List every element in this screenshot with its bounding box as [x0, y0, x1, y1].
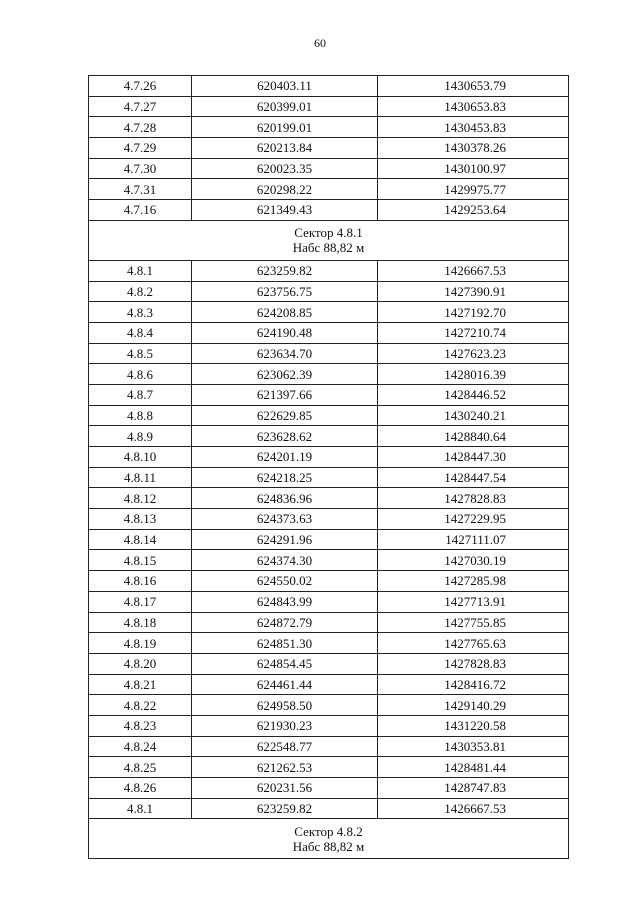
- sector-height: Набс 88,82 м: [292, 240, 365, 256]
- point-number-cell: 4.8.3: [89, 302, 192, 323]
- table-row: [89, 653, 569, 674]
- point-number-cell: 4.8.22: [89, 695, 192, 716]
- y-coordinate-cell: 1429253.64: [378, 200, 569, 221]
- y-coordinate-cell: 1427111.07: [378, 529, 569, 550]
- x-coordinate-cell: 620231.56: [192, 778, 378, 799]
- point-number-cell: 4.8.23: [89, 715, 192, 736]
- table-row: [89, 384, 569, 405]
- x-coordinate-cell: 624550.02: [192, 571, 378, 592]
- x-coordinate-cell: 623259.82: [192, 260, 378, 281]
- y-coordinate-cell: 1430453.83: [378, 117, 569, 138]
- point-number-cell: 4.8.26: [89, 778, 192, 799]
- y-coordinate-cell: 1427192.70: [378, 302, 569, 323]
- y-coordinate-cell: 1427390.91: [378, 281, 569, 302]
- point-number-cell: 4.8.5: [89, 343, 192, 364]
- y-coordinate-cell: 1428447.30: [378, 447, 569, 468]
- point-number-cell: 4.8.11: [89, 467, 192, 488]
- x-coordinate-cell: 623628.62: [192, 426, 378, 447]
- point-number-cell: 4.8.6: [89, 364, 192, 385]
- sector-header-row: [89, 220, 569, 260]
- point-number-cell: 4.8.13: [89, 509, 192, 530]
- table-row: [89, 281, 569, 302]
- table-row: [89, 447, 569, 468]
- point-number-cell: 4.8.18: [89, 612, 192, 633]
- y-coordinate-cell: 1427755.85: [378, 612, 569, 633]
- table-row: [89, 509, 569, 530]
- sector-header-cell: [89, 220, 569, 260]
- table-row: [89, 426, 569, 447]
- table-row: [89, 96, 569, 117]
- x-coordinate-cell: 624201.19: [192, 447, 378, 468]
- x-coordinate-cell: 620403.11: [192, 76, 378, 97]
- point-number-cell: 4.8.1: [89, 798, 192, 819]
- sector-title: Сектор 4.8.2: [294, 823, 363, 839]
- x-coordinate-cell: 624854.45: [192, 653, 378, 674]
- table-row: [89, 571, 569, 592]
- x-coordinate-cell: 624208.85: [192, 302, 378, 323]
- y-coordinate-cell: 1428481.44: [378, 757, 569, 778]
- coordinates-table: [88, 75, 569, 859]
- x-coordinate-cell: 621262.53: [192, 757, 378, 778]
- y-coordinate-cell: 1427828.83: [378, 653, 569, 674]
- table-row: [89, 158, 569, 179]
- x-coordinate-cell: 624291.96: [192, 529, 378, 550]
- y-coordinate-cell: 1427713.91: [378, 591, 569, 612]
- table-row: [89, 302, 569, 323]
- table-row: [89, 591, 569, 612]
- point-number-cell: 4.8.17: [89, 591, 192, 612]
- sector-title: Сектор 4.8.1: [294, 225, 363, 241]
- table-row: [89, 76, 569, 97]
- sector-height: Набс 88,82 м: [292, 838, 365, 854]
- x-coordinate-cell: 621930.23: [192, 715, 378, 736]
- table-row: [89, 736, 569, 757]
- x-coordinate-cell: 623634.70: [192, 343, 378, 364]
- x-coordinate-cell: 624843.99: [192, 591, 378, 612]
- y-coordinate-cell: 1429975.77: [378, 179, 569, 200]
- point-number-cell: 4.7.26: [89, 76, 192, 97]
- point-number-cell: 4.8.10: [89, 447, 192, 468]
- table-row: [89, 715, 569, 736]
- point-number-cell: 4.8.7: [89, 384, 192, 405]
- x-coordinate-cell: 621397.66: [192, 384, 378, 405]
- point-number-cell: 4.8.21: [89, 674, 192, 695]
- x-coordinate-cell: 624851.30: [192, 633, 378, 654]
- table-row: [89, 757, 569, 778]
- x-coordinate-cell: 620213.84: [192, 138, 378, 159]
- x-coordinate-cell: 624373.63: [192, 509, 378, 530]
- table-row: [89, 488, 569, 509]
- x-coordinate-cell: 624872.79: [192, 612, 378, 633]
- y-coordinate-cell: 1427229.95: [378, 509, 569, 530]
- table-row: [89, 674, 569, 695]
- table-row: [89, 200, 569, 221]
- x-coordinate-cell: 624461.44: [192, 674, 378, 695]
- y-coordinate-cell: 1430653.83: [378, 96, 569, 117]
- table-row: [89, 798, 569, 819]
- x-coordinate-cell: 621349.43: [192, 200, 378, 221]
- point-number-cell: 4.8.12: [89, 488, 192, 509]
- table-row: [89, 612, 569, 633]
- y-coordinate-cell: 1427623.23: [378, 343, 569, 364]
- table-row: [89, 179, 569, 200]
- point-number-cell: 4.8.8: [89, 405, 192, 426]
- y-coordinate-cell: 1430653.79: [378, 76, 569, 97]
- table-row: [89, 322, 569, 343]
- point-number-cell: 4.7.30: [89, 158, 192, 179]
- y-coordinate-cell: 1428416.72: [378, 674, 569, 695]
- x-coordinate-cell: 624218.25: [192, 467, 378, 488]
- y-coordinate-cell: 1427765.63: [378, 633, 569, 654]
- x-coordinate-cell: 624958.50: [192, 695, 378, 716]
- x-coordinate-cell: 620199.01: [192, 117, 378, 138]
- point-number-cell: 4.8.24: [89, 736, 192, 757]
- y-coordinate-cell: 1430378.26: [378, 138, 569, 159]
- point-number-cell: 4.7.29: [89, 138, 192, 159]
- y-coordinate-cell: 1428840.64: [378, 426, 569, 447]
- point-number-cell: 4.8.15: [89, 550, 192, 571]
- point-number-cell: 4.7.31: [89, 179, 192, 200]
- y-coordinate-cell: 1428447.54: [378, 467, 569, 488]
- y-coordinate-cell: 1427030.19: [378, 550, 569, 571]
- y-coordinate-cell: 1426667.53: [378, 260, 569, 281]
- y-coordinate-cell: 1430100.97: [378, 158, 569, 179]
- y-coordinate-cell: 1430353.81: [378, 736, 569, 757]
- point-number-cell: 4.8.1: [89, 260, 192, 281]
- table-row: [89, 364, 569, 385]
- y-coordinate-cell: 1430240.21: [378, 405, 569, 426]
- y-coordinate-cell: 1426667.53: [378, 798, 569, 819]
- y-coordinate-cell: 1427828.83: [378, 488, 569, 509]
- page-number: 60: [314, 36, 326, 50]
- table-row: [89, 550, 569, 571]
- point-number-cell: 4.8.16: [89, 571, 192, 592]
- table-row: [89, 633, 569, 654]
- x-coordinate-cell: 624190.48: [192, 322, 378, 343]
- point-number-cell: 4.8.14: [89, 529, 192, 550]
- x-coordinate-cell: 623259.82: [192, 798, 378, 819]
- x-coordinate-cell: 624374.30: [192, 550, 378, 571]
- y-coordinate-cell: 1428747.83: [378, 778, 569, 799]
- point-number-cell: 4.7.16: [89, 200, 192, 221]
- y-coordinate-cell: 1428446.52: [378, 384, 569, 405]
- y-coordinate-cell: 1428016.39: [378, 364, 569, 385]
- y-coordinate-cell: 1429140.29: [378, 695, 569, 716]
- point-number-cell: 4.8.25: [89, 757, 192, 778]
- x-coordinate-cell: 622629.85: [192, 405, 378, 426]
- point-number-cell: 4.8.9: [89, 426, 192, 447]
- x-coordinate-cell: 620399.01: [192, 96, 378, 117]
- sector-header-cell: [89, 819, 569, 859]
- table-row: [89, 343, 569, 364]
- table-row: [89, 138, 569, 159]
- point-number-cell: 4.8.20: [89, 653, 192, 674]
- point-number-cell: 4.7.27: [89, 96, 192, 117]
- x-coordinate-cell: 620298.22: [192, 179, 378, 200]
- coordinates-table-body: [89, 76, 569, 859]
- x-coordinate-cell: 622548.77: [192, 736, 378, 757]
- x-coordinate-cell: 623062.39: [192, 364, 378, 385]
- x-coordinate-cell: 623756.75: [192, 281, 378, 302]
- table-row: [89, 467, 569, 488]
- table-row: [89, 529, 569, 550]
- table-row: [89, 778, 569, 799]
- point-number-cell: 4.7.28: [89, 117, 192, 138]
- y-coordinate-cell: 1427210.74: [378, 322, 569, 343]
- table-row: [89, 405, 569, 426]
- point-number-cell: 4.8.4: [89, 322, 192, 343]
- table-row: [89, 260, 569, 281]
- x-coordinate-cell: 620023.35: [192, 158, 378, 179]
- x-coordinate-cell: 624836.96: [192, 488, 378, 509]
- point-number-cell: 4.8.19: [89, 633, 192, 654]
- y-coordinate-cell: 1431220.58: [378, 715, 569, 736]
- point-number-cell: 4.8.2: [89, 281, 192, 302]
- table-row: [89, 695, 569, 716]
- y-coordinate-cell: 1427285.98: [378, 571, 569, 592]
- sector-header-row: [89, 819, 569, 859]
- table-row: [89, 117, 569, 138]
